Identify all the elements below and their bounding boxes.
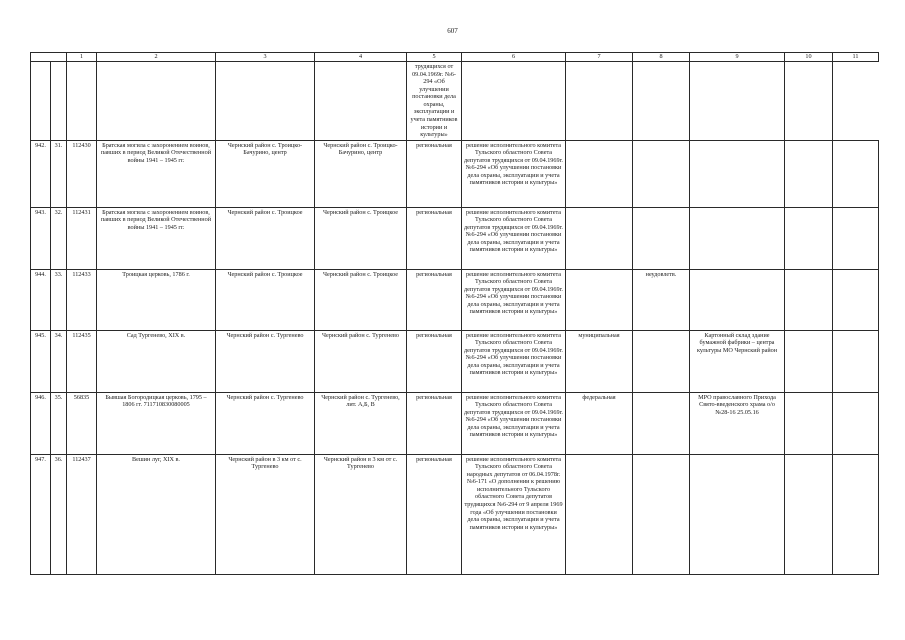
table-row bbox=[31, 269, 879, 330]
table-cell: Чернский район с. Троицко-Бачурино, центр bbox=[315, 140, 407, 207]
table-cell bbox=[833, 330, 879, 392]
table-cell: федеральная bbox=[566, 392, 633, 454]
table-cell bbox=[785, 207, 833, 269]
table-cell: неудовлетв. bbox=[633, 269, 690, 330]
table-row bbox=[31, 454, 879, 574]
table-cell bbox=[833, 454, 879, 574]
table-cell bbox=[67, 62, 97, 141]
table-cell: Чернский район с. Троицкое bbox=[216, 207, 315, 269]
table-cell bbox=[690, 269, 785, 330]
header-row bbox=[31, 53, 879, 62]
table-row bbox=[31, 207, 879, 269]
table-cell: 944. bbox=[31, 269, 51, 330]
table-cell: 112437 bbox=[67, 454, 97, 574]
table-cell: 34. bbox=[51, 330, 67, 392]
table-cell bbox=[566, 140, 633, 207]
table-cell: 942. bbox=[31, 140, 51, 207]
table-cell: 33. bbox=[51, 269, 67, 330]
table-cell bbox=[833, 207, 879, 269]
column-header: 1 bbox=[67, 53, 97, 62]
table-cell: Вешин луг, XIX в. bbox=[97, 454, 216, 574]
column-header: 4 bbox=[315, 53, 407, 62]
table-cell bbox=[690, 140, 785, 207]
table-cell bbox=[633, 392, 690, 454]
table-cell bbox=[785, 140, 833, 207]
column-header: 11 bbox=[833, 53, 879, 62]
table-cell: МРО православного Прихода Свято-введенского храма о/о №28-16 25.05.16 bbox=[690, 392, 785, 454]
table-cell: 112433 bbox=[67, 269, 97, 330]
table-cell: Сад Тургенево, XIX в. bbox=[97, 330, 216, 392]
table-cell bbox=[566, 454, 633, 574]
table-cell: региональная bbox=[407, 207, 462, 269]
table-cell bbox=[633, 330, 690, 392]
table-row bbox=[31, 140, 879, 207]
table-cell: решение исполнительного комитета Тульского областного Совета депутатов трудящихся от 09.04.1969г. №6-294 «Об улучшении постановки дела охраны, эксплуатации и учета памятников истории и культуры» bbox=[462, 392, 566, 454]
table-cell bbox=[785, 269, 833, 330]
table-cell bbox=[633, 62, 690, 141]
table-cell bbox=[31, 62, 51, 141]
column-header: 5 bbox=[407, 53, 462, 62]
table-cell bbox=[566, 269, 633, 330]
monuments-table bbox=[30, 52, 879, 575]
table-row bbox=[31, 62, 879, 141]
table-cell bbox=[690, 454, 785, 574]
column-header: 7 bbox=[566, 53, 633, 62]
table-cell: 946. bbox=[31, 392, 51, 454]
table-cell: Братская могила с захоронением воинов, павших в период Великой Отечественной войны 1941 – 1945 гг. bbox=[97, 207, 216, 269]
table-cell bbox=[785, 330, 833, 392]
table-cell: 31. bbox=[51, 140, 67, 207]
table-cell: трудящихся от 09.04.1969г. №6-294 «Об улучшении постановки дела охраны, эксплуатации и учета памятников истории и культуры» bbox=[407, 62, 462, 141]
table-cell: Братская могила с захоронением воинов, павших в период Великой Отечественной войны 1941 – 1945 гг. bbox=[97, 140, 216, 207]
table-cell bbox=[566, 207, 633, 269]
table-cell: Чернский район в 3 км от с. Тургенево bbox=[216, 454, 315, 574]
table-cell bbox=[690, 207, 785, 269]
table-cell: 943. bbox=[31, 207, 51, 269]
table-cell: решение исполнительного комитета Тульского областного Совета депутатов трудящихся от 09.04.1969г. №6-294 «Об улучшении постановки дела охраны, эксплуатации и учета памятников истории и культуры» bbox=[462, 207, 566, 269]
table-cell: Чернский район с. Троицко-Бачурино, центр bbox=[216, 140, 315, 207]
table-cell: решение исполнительного комитета Тульского областного Совета народных депутатов от 06.04.1978г. №6-171 «О дополнении к решению исполнительного Тульского областного Совета депутатов трудящихся №6-294 от 9 апреля 1969 года «Об улучшении постановки дела охраны, эксплуатации и учета памятников истории и культуры» bbox=[462, 454, 566, 574]
table-cell bbox=[833, 392, 879, 454]
table-cell: решение исполнительного комитета Тульского областного Совета депутатов трудящихся от 09.04.1969г. №6-294 «Об улучшении постановки дела охраны, эксплуатации и учета памятников истории и культуры» bbox=[462, 330, 566, 392]
table-cell: 112431 bbox=[67, 207, 97, 269]
table-cell bbox=[833, 269, 879, 330]
table-cell bbox=[633, 454, 690, 574]
table-row bbox=[31, 330, 879, 392]
table-cell bbox=[633, 140, 690, 207]
table-cell: Бывшая Богородицкая церковь, 1795 – 1806 гг. 711710830080005 bbox=[97, 392, 216, 454]
table-row bbox=[31, 392, 879, 454]
table-cell: Чернский район с. Тургенево, лит. А,Б, В bbox=[315, 392, 407, 454]
table-cell: Чернский район с. Тургенево bbox=[216, 330, 315, 392]
column-header: 6 bbox=[462, 53, 566, 62]
table-cell bbox=[690, 62, 785, 141]
table-cell: 56835 bbox=[67, 392, 97, 454]
column-header: 10 bbox=[785, 53, 833, 62]
column-header: 2 bbox=[97, 53, 216, 62]
table-cell bbox=[566, 62, 633, 141]
table-cell: решение исполнительного комитета Тульского областного Совета депутатов трудящихся от 09.04.1969г. №6-294 «Об улучшении постановки дела охраны, эксплуатации и учета памятников истории и культуры» bbox=[462, 140, 566, 207]
table-cell: Чернский район с. Троицкое bbox=[315, 269, 407, 330]
table-cell bbox=[97, 62, 216, 141]
table-cell: 945. bbox=[31, 330, 51, 392]
table-cell: Чернский район с. Тургенево bbox=[315, 330, 407, 392]
page-number: 607 bbox=[447, 27, 458, 35]
table-cell: Чернский район с. Тургенево bbox=[216, 392, 315, 454]
table-cell bbox=[315, 62, 407, 141]
table-cell bbox=[785, 454, 833, 574]
table-cell: 32. bbox=[51, 207, 67, 269]
table-cell: Чернский район в 3 км от с. Тургенево bbox=[315, 454, 407, 574]
table-cell: 36. bbox=[51, 454, 67, 574]
column-header: 8 bbox=[633, 53, 690, 62]
table-cell bbox=[785, 62, 833, 141]
table-cell bbox=[462, 62, 566, 141]
table-cell: региональная bbox=[407, 269, 462, 330]
table-cell: региональная bbox=[407, 140, 462, 207]
table-cell bbox=[216, 62, 315, 141]
column-header bbox=[31, 53, 67, 62]
table-cell: Картонный склад здание бумажной фабрики – центра культуры МО Чернский район bbox=[690, 330, 785, 392]
table-cell: 112435 bbox=[67, 330, 97, 392]
table-cell bbox=[633, 207, 690, 269]
column-header: 9 bbox=[690, 53, 785, 62]
table-cell: Троицкая церковь, 1786 г. bbox=[97, 269, 216, 330]
table-cell: муниципальная bbox=[566, 330, 633, 392]
table-cell: Чернский район с. Троицкое bbox=[315, 207, 407, 269]
table-cell: 112430 bbox=[67, 140, 97, 207]
table-cell: региональная bbox=[407, 330, 462, 392]
table-cell bbox=[833, 140, 879, 207]
table-cell: 35. bbox=[51, 392, 67, 454]
table-cell: региональная bbox=[407, 392, 462, 454]
table-cell bbox=[785, 392, 833, 454]
table-cell: Чернский район с. Троицкое bbox=[216, 269, 315, 330]
table-cell: 947. bbox=[31, 454, 51, 574]
table-cell bbox=[51, 62, 67, 141]
table-cell: региональная bbox=[407, 454, 462, 574]
column-header: 3 bbox=[216, 53, 315, 62]
table-cell: решение исполнительного комитета Тульского областного Совета депутатов трудящихся от 09.04.1969г. №6-294 «Об улучшении постановки дела охраны, эксплуатации и учета памятников истории и культуры» bbox=[462, 269, 566, 330]
